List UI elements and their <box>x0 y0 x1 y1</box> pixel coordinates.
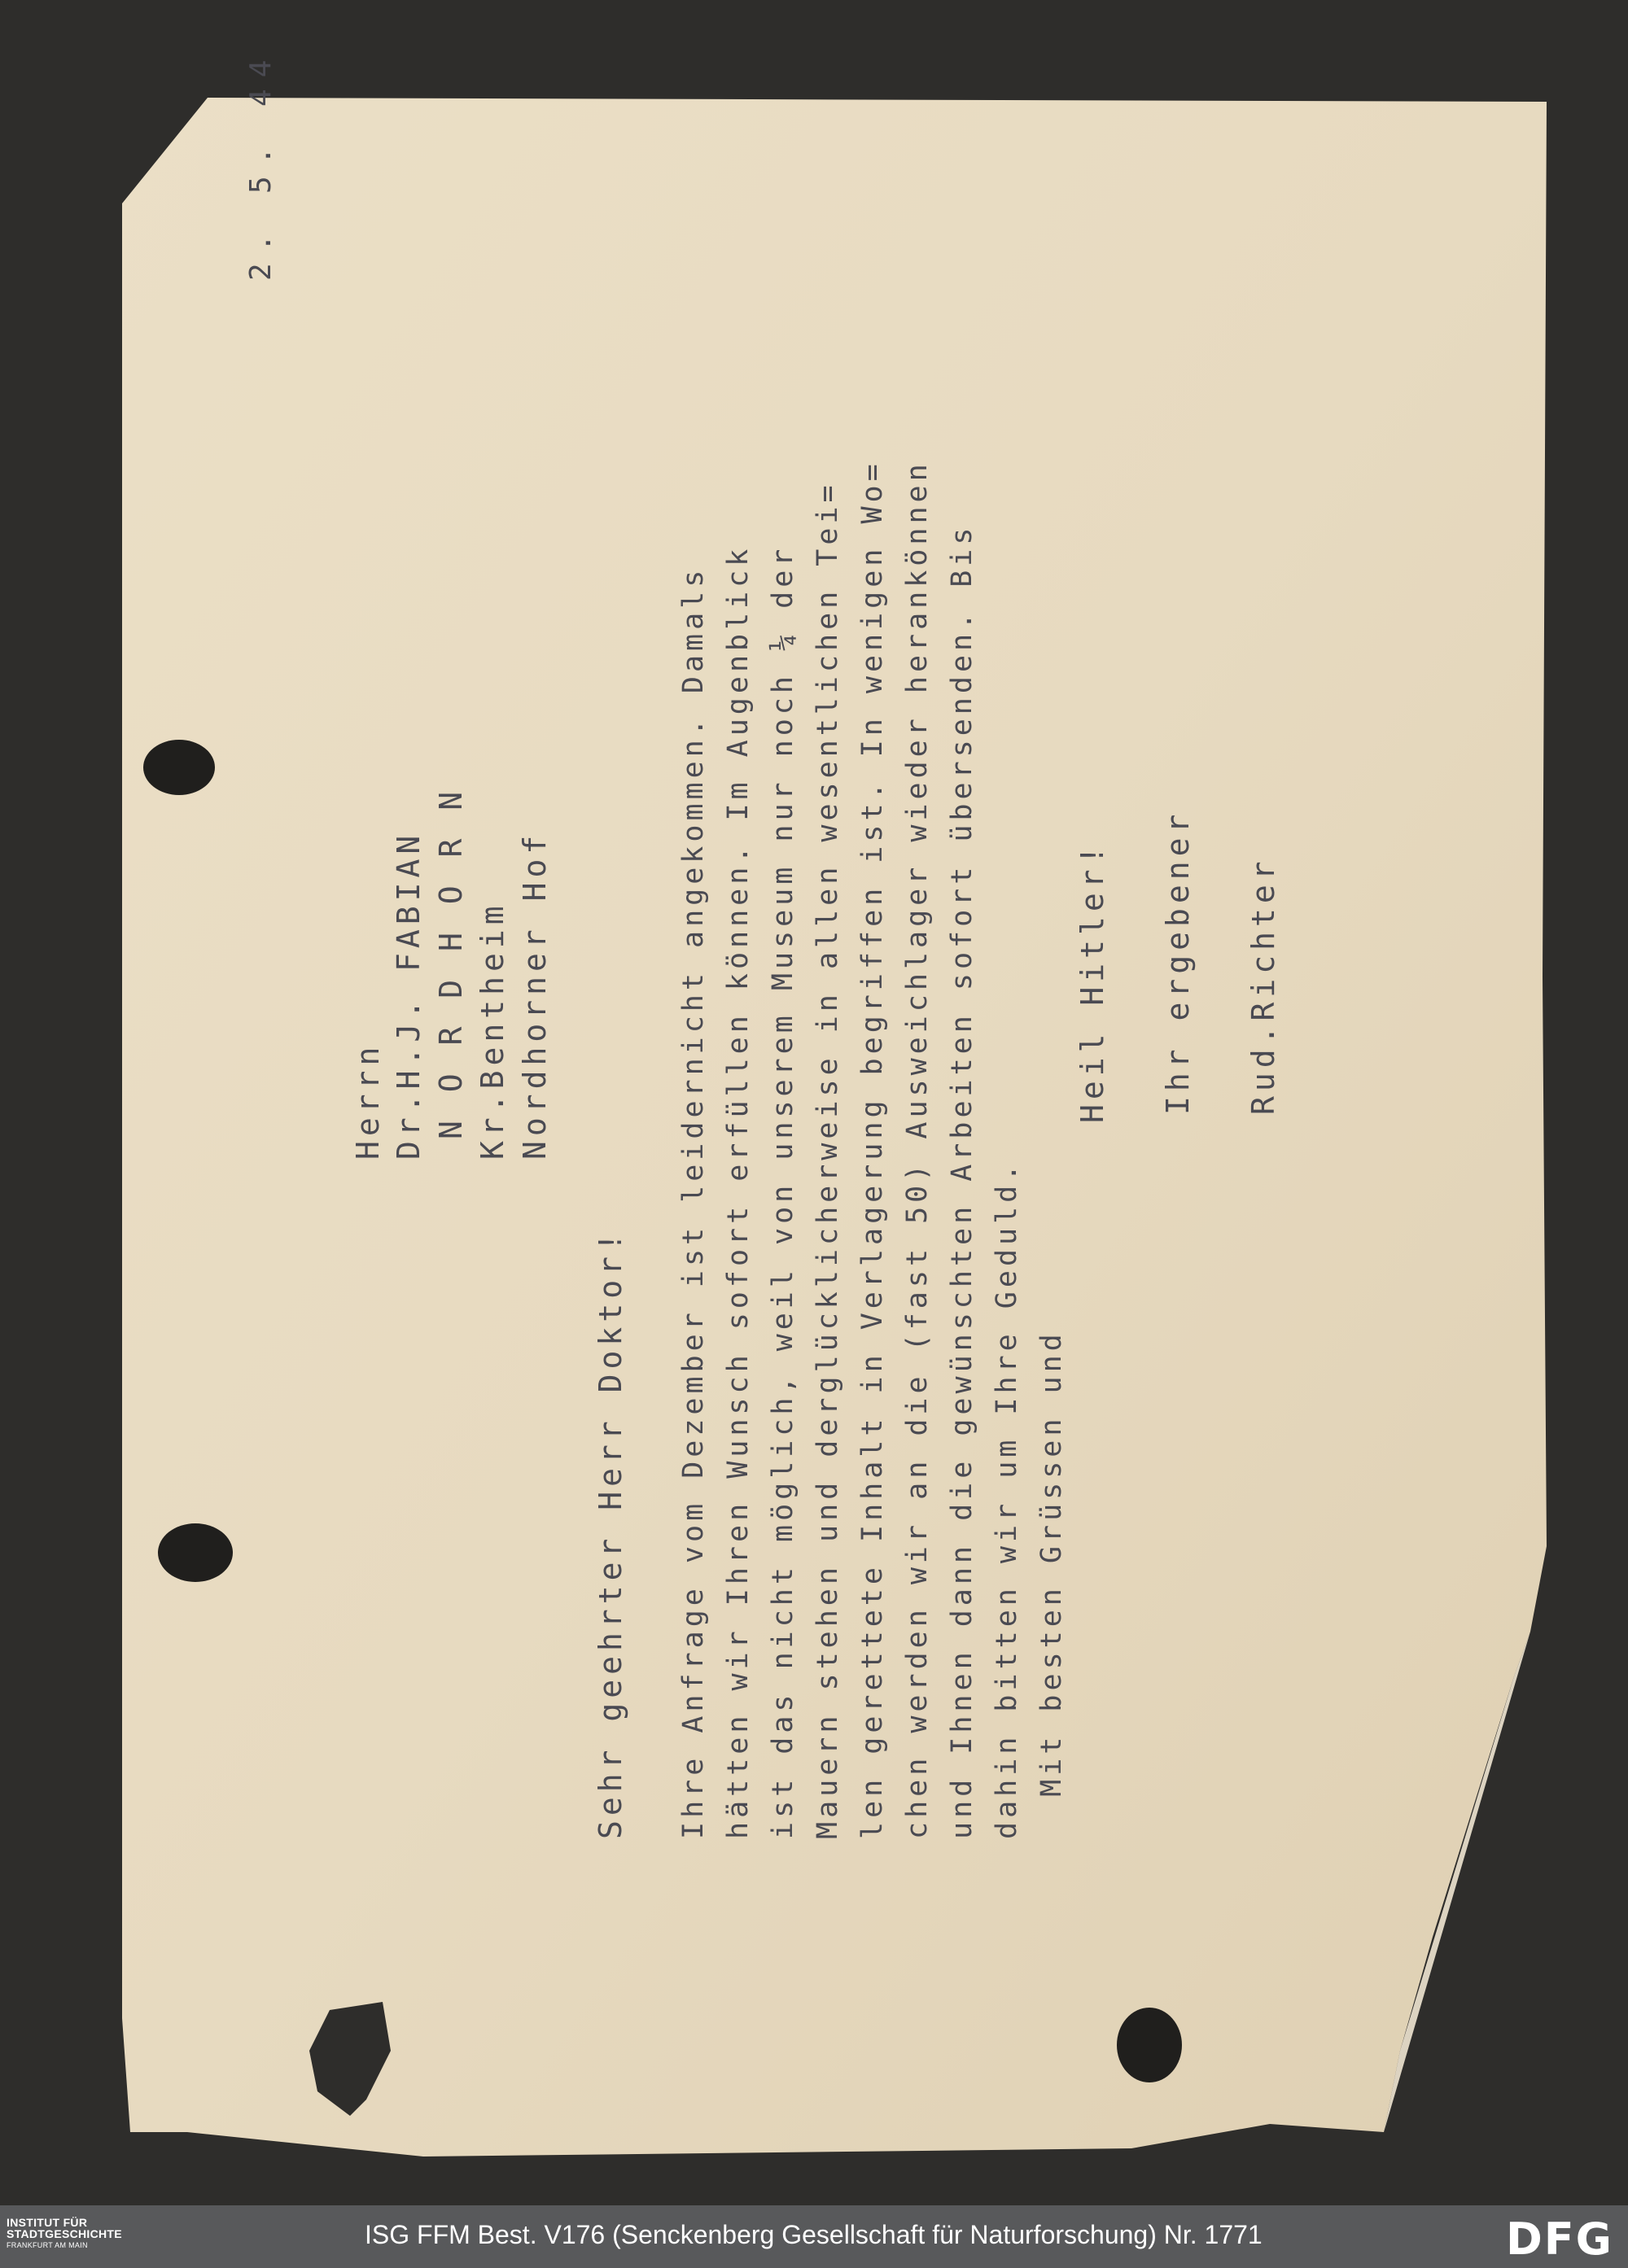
recipient-line: N O R D H O R N <box>433 786 469 1139</box>
recipient-line: Nordhorner Hof <box>517 830 553 1160</box>
punch-hole <box>143 740 215 795</box>
institute-line2: STADTGESCHICHTE <box>7 2227 122 2240</box>
closing-greeting: Heil Hitler! <box>1074 841 1110 1123</box>
body-line: Mauern stehen und derglücklicherweise in allen wesentlichen Tei= <box>812 481 844 1839</box>
archive-caption: ISG FFM Best. V176 (Senckenberg Gesellschaft für Naturforschung) Nr. 1771 <box>365 2220 1263 2249</box>
institute-line3: FRANKFURT AM MAIN <box>7 2241 88 2249</box>
body-line: chen werden wir an die (fast 50) Ausweichlager wieder herankönnen <box>901 460 934 1839</box>
punch-hole <box>158 1523 233 1582</box>
body-line: len gerettete Inhalt in Verlagerung begriffen ist. In wenigen Wo= <box>856 460 889 1839</box>
closing-phrase: Ihr ergebener <box>1160 809 1196 1115</box>
recipient-line: Herrn <box>350 1042 386 1160</box>
letter-date: 2. 5. 44 <box>244 48 278 281</box>
recipient-line: Kr.Bentheim <box>475 901 510 1160</box>
institute-line1: INSTITUT FÜR <box>7 2216 88 2229</box>
body-line: Mit besten Grüssen und <box>1035 1330 1068 1839</box>
body-line: und Ihnen dann die gewünschten Arbeiten sofort übersenden. Bis <box>946 523 978 1839</box>
salutation: Sehr geehrter Herr Doktor! <box>593 1228 628 1839</box>
body-line: dahin bitten wir um Ihre Geduld. <box>991 1160 1023 1839</box>
body-line: hätten wir Ihren Wunsch sofort erfüllen können. Im Augenblick <box>722 544 755 1839</box>
body-line: ist das nicht möglich, weil von unserem Museum nur noch ¼ der <box>767 544 799 1839</box>
archive-footer <box>0 2205 1628 2268</box>
letter-closing-rotated <box>1074 195 1481 2213</box>
dfg-logo: DFG <box>1505 2213 1613 2265</box>
recipient-line: Dr.H.J. FABIAN <box>391 830 427 1160</box>
letter-text-rotated <box>244 48 1068 2213</box>
signature-name: Rud.Richter <box>1245 856 1281 1115</box>
institute-logo <box>7 2217 169 2251</box>
body-line: Ihre Anfrage vom Dezember ist leidernicht angekommen. Damals <box>677 566 710 1839</box>
